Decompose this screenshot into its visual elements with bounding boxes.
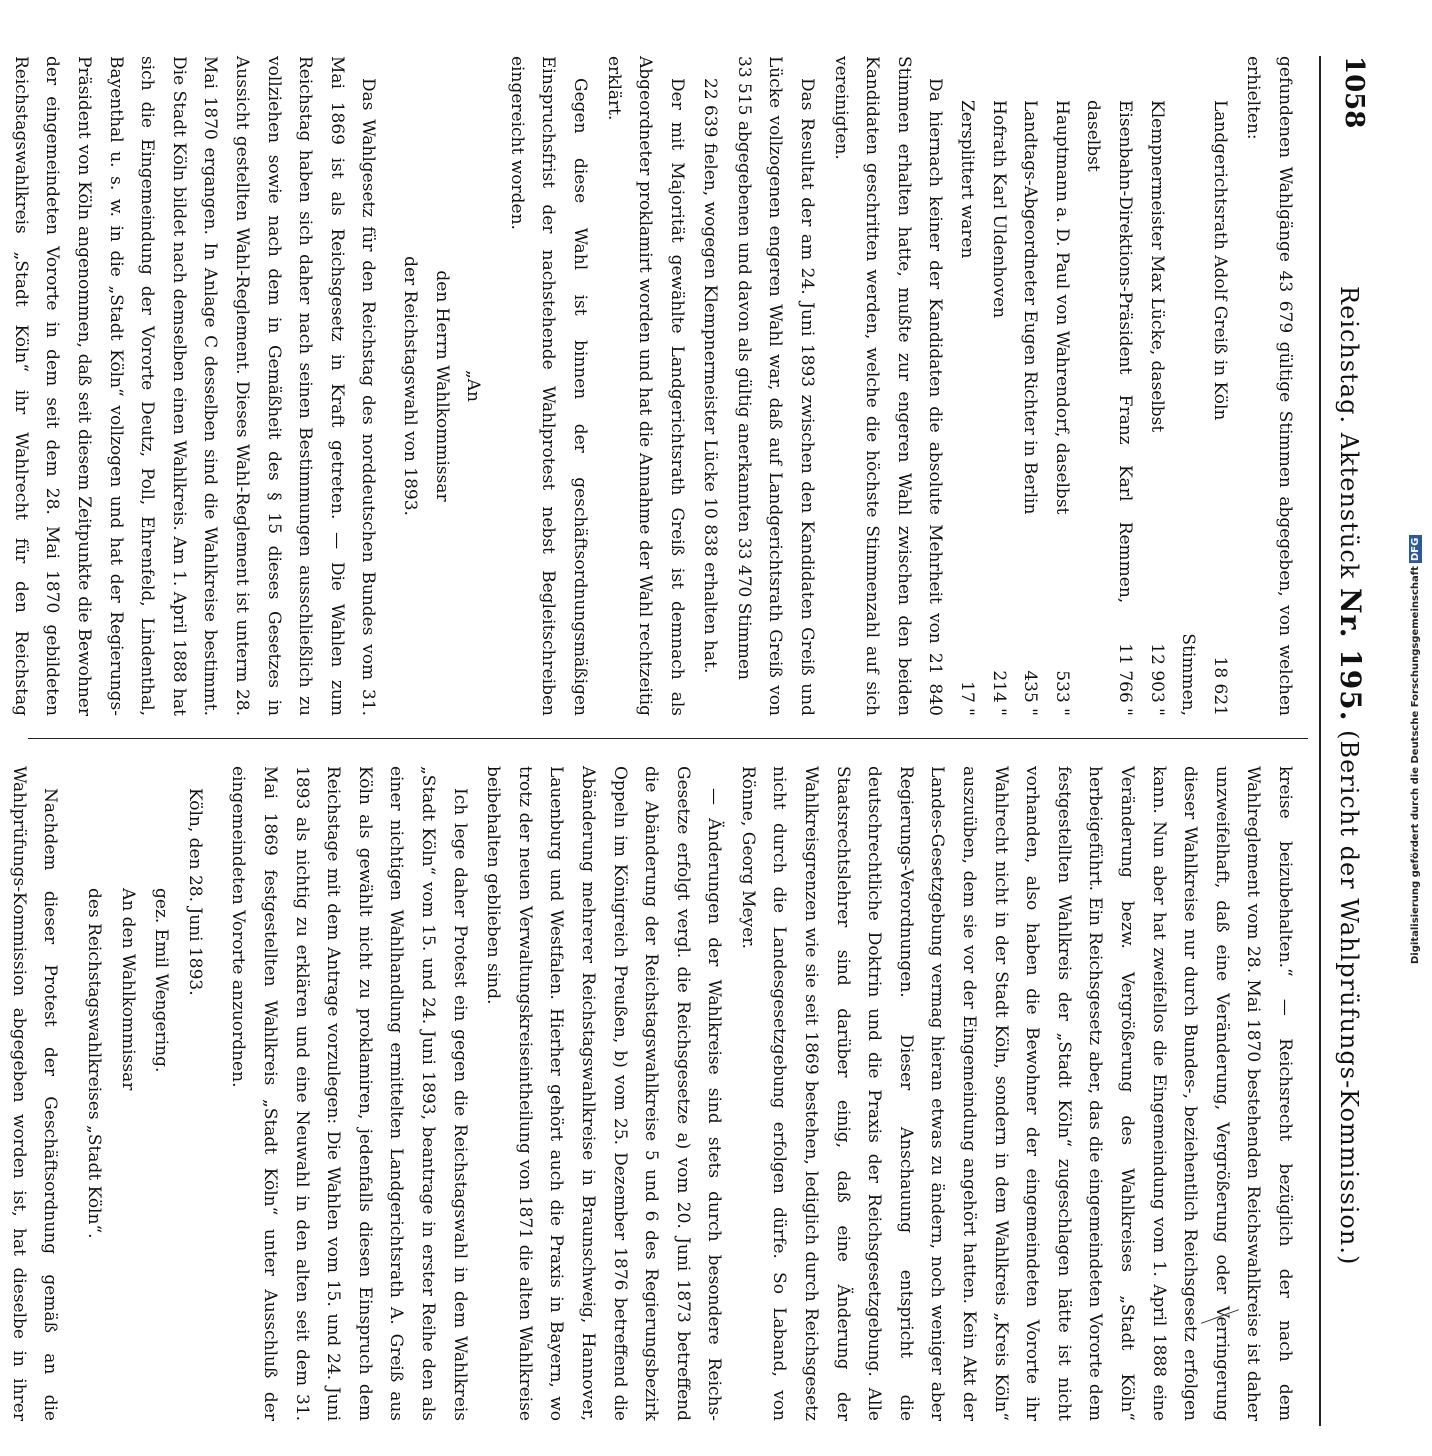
- signature: gez. Emil Wengering.: [151, 888, 172, 1073]
- paragraph: Das Resultat der am 24. Juni 1893 zwischen den Kandidaten Greiß und Lücke vollzogenen engeren Wahl war, daß auf Landgerichtsrath Greiß von 33 515 abgegebenen und davon als gültig anerkannten 33 470 Stimmen: [733, 56, 818, 716]
- dfg-digitization-stamp: [1410, 24, 1426, 964]
- paragraph: Ich lege daher Protest ein gegen die Reichstagswahl in dem Wahlkreis „Stadt Köln“ vom 15. und 24. Juni 1893, beantrage in erster Reihe den als einer nichtigen Wahlhandlung ermittelten Landgerichtsrath A. Greiß aus Köln als gewählt nicht zu proklamiren, jedenfalls diesen Einspruch dem Reichstage mit dem Antrage vorzulegen: Die Wahlen vom 15. und 24. Juni 1893 als nichtig zu erklären und eine Neuwahl in den alten seit dem 31. Mai 1869 festgestellten Wahlkreis „Stadt Köln“ unter Ausschluß der eingemeindeten Vororte anzuordnen.: [228, 766, 470, 1421]
- left-column: [0, 56, 1300, 716]
- paragraph: Da hiernach keiner der Kandidaten die absolute Mehrheit von 21 840 Stimmen erhalten hatte, mußte zur engeren Wahl zwischen den beiden Kandidaten geschritten werden, welche die höchste Stimmenzahl auf sich vereinigten.: [830, 56, 946, 716]
- candidate-name: Klempnermeister Max Lücke, daselbst: [1146, 100, 1167, 433]
- paragraph: Gegen diese Wahl ist binnen der geschäftsordnungsmäßigen Einspruchsfrist der nachstehende Wahlprotest nebst Begleitschreiben eingereicht worden.: [506, 56, 590, 716]
- vote-row: [1172, 56, 1235, 716]
- candidate-name: Hauptmann a. D. Paul von Wahrendorf, daselbst: [1051, 100, 1072, 515]
- page-number: 1058: [1339, 56, 1369, 129]
- page-header: [1319, 56, 1375, 1426]
- address-line: „An: [463, 369, 484, 403]
- vote-count: 533 ": [1051, 670, 1072, 716]
- candidate-name: Hofrath Karl Uldenhoven: [988, 100, 1009, 319]
- paragraph: Der mit Majorität gewählte Landgerichtsrath Greiß ist demnach als Abgeordneter proklamirt worden und hat die Annahme der Wahl rechtzeitig erklärt.: [603, 56, 687, 716]
- scanned-page: [8, 16, 1400, 1456]
- candidate-name: Eisenbahn-Direktions-Präsident Franz Karl Remmen, daselbst: [1083, 100, 1136, 604]
- dfg-logo: DFG: [1410, 537, 1421, 561]
- place-date: Köln, den 28. Juni 1893.: [184, 788, 205, 996]
- candidate-name: Landgerichtsrath Adolf Greiß in Köln: [1209, 100, 1230, 421]
- address-line: des Reichstagswahlkreises „Stadt Köln“.: [84, 888, 105, 1239]
- running-head: [1334, 286, 1367, 1265]
- paragraph: Das Wahlgesetz für den Reichstag des norddeutschen Bundes vom 31. Mai 1869 ist als Reichsgesetz in Kraft getreten. — Die Wahlen zum Reichstag haben sich daher nach seinen Bestimmungen ausschließlich zu vollziehen sowie nach dem in Gemäßheit des § 15 dieses Gesetzes in Aussicht gestellten Wahl-Reglement. Dieses Wahl-Reglement ist unterm 28. Mai 1870 ergangen. In Anlage C desselben sind die Wahlkreise bestimmt. Die Stadt Köln bildet nach demselben einen Wahlkreis. Am 1. April 1888 hat sich die Eingemeindung der Vororte Deutz, Poll, Ehrenfeld, Lindenthal, Bayenthal u. s. w. in die „Stadt Köln“ vollzogen und hat der Regierungs-Präsident von Köln angenommen, daß seit diesem Zeitpunkte die Bewohner der eingemeindeten Vororte in dem seit dem 28. Mai 1870 gebildeten Reichstagswahlkreis „Stadt Köln“ ihr Wahlrecht für den Reichstag: [10, 56, 379, 716]
- column-rule: [28, 738, 1308, 739]
- address-line: den Herrn Wahlkommissar: [431, 270, 452, 502]
- candidate-name: Zersplittert waren: [957, 100, 978, 259]
- paragraph: kreise beizubehalten.“ — Reichsrecht bezüglich der nach dem Wahlreglement vom 28. Mai 1870 bestehenden Reichswahlkreise ist daher unzweifelhaft, daß eine Veränderung, Vergrößerung oder Verringerung dieser Wahlkreise nur durch Bundes-, beziehentlich Reichsgesetz erfolgen kann. Nun aber hat zweifellos die Eingemeindung vom 1. April 1888 eine Veränderung bezw. Vergrößerung des Wahlkreises „Stadt Köln“ herbeigeführt. Ein Reichsgesetz aber, das die eingemeindeten Vororte dem festgestellten Wahlkreis der „Stadt Köln“ zugeschlagen hätte ist nicht vorhanden, also haben die Bewohner der eingemeindeten Vororte ihr Wahlrecht nicht in der Stadt Köln, sondern in dem Wahlkreis „Kreis Köln“ auszuüben, dem sie vor der Eingemeindung angehört hatten. Kein Akt der Landes-Gesetzgebung vermag hieran etwas zu ändern, noch weniger aber Regierungs-Verordnungen. Dieser Anschauung entspricht die deutschrechtliche Doktrin und die Praxis der Reichsgesetzgebung. Alle Staatsrechtslehrer sind darüber einig, daß eine Änderung der Wahlkreisgrenzen wie sie seit 1869 bestehen, lediglich durch Reichsgesetz nicht durch die Landesgesetzgebung erfolgen dürfe. So Laband, von Rönne, Georg Meyer.: [737, 766, 1295, 1421]
- document-number: Nr. 195.: [1334, 587, 1367, 722]
- vote-count: 12 903 ": [1146, 643, 1167, 716]
- vote-row: [982, 56, 1014, 716]
- paragraph: gefundenen Wahlgänge 43 679 gültige Stimmen abgegeben, von welchen erhielten:: [1243, 56, 1295, 716]
- vote-row: [1045, 56, 1077, 716]
- address-line: der Reichstagswahl von 1893.: [399, 256, 420, 516]
- vote-count: 214 ": [988, 670, 1009, 716]
- vote-row: [950, 56, 982, 716]
- paragraph: 22 639 fielen, wogegen Klempnermeister Lücke 10 838 erhalten hat.: [700, 78, 721, 674]
- vote-count: 11 766 ": [1115, 643, 1136, 716]
- paragraph: Nachdem dieser Protest der Geschäftsordnung gemäß an die Wahlprüfungs-Kommission abgegeben worden ist, hat dieselbe in ihrer: [8, 766, 61, 1421]
- running-head-subtitle: (Bericht der Wahlprüfungs-Kommission.): [1335, 730, 1363, 1266]
- vote-list: [950, 56, 1234, 716]
- vote-row: [1077, 56, 1140, 716]
- paragraph: — Änderungen der Wahlkreise sind stets durch besondere Reichs-Gesetze erfolgt vergl. die Reichsgesetze a) vom 20. Juni 1873 betreffend die Abänderung der Reichstagswahlkreise 5 und 6 des Regierungsbezirk Oppeln im Königreich Preußen, b) vom 25. Dezember 1876 betreffend die Abänderung mehrerer Reichstagswahlkreise in Braunschweig, Hannover, Lauenburg und Westfalen. Hierher gehört auch die Praxis in Bayern, wo trotz der neuen Verwaltungskreiseintheilung von 1871 die alten Wahlkreise beibehalten geblieben sind.: [483, 766, 725, 1421]
- right-column: [0, 766, 1300, 1421]
- vote-count: 17 ": [957, 681, 978, 716]
- vote-count: 435 ": [1020, 670, 1041, 716]
- candidate-name: Landtags-Abgeordneter Eugen Richter in Berlin: [1020, 100, 1041, 515]
- vote-row: [1014, 56, 1046, 716]
- address-line: An den Wahlkommissar: [117, 888, 138, 1091]
- running-head-title: Reichstag. Aktenstück: [1335, 286, 1363, 580]
- vote-row: [1140, 56, 1172, 716]
- vote-count: 18 621 Stimmen,: [1178, 633, 1230, 716]
- dfg-stamp-text: Digitalisierung gefördert durch die Deutsche Forschungsgemeinschaft: [1410, 566, 1421, 964]
